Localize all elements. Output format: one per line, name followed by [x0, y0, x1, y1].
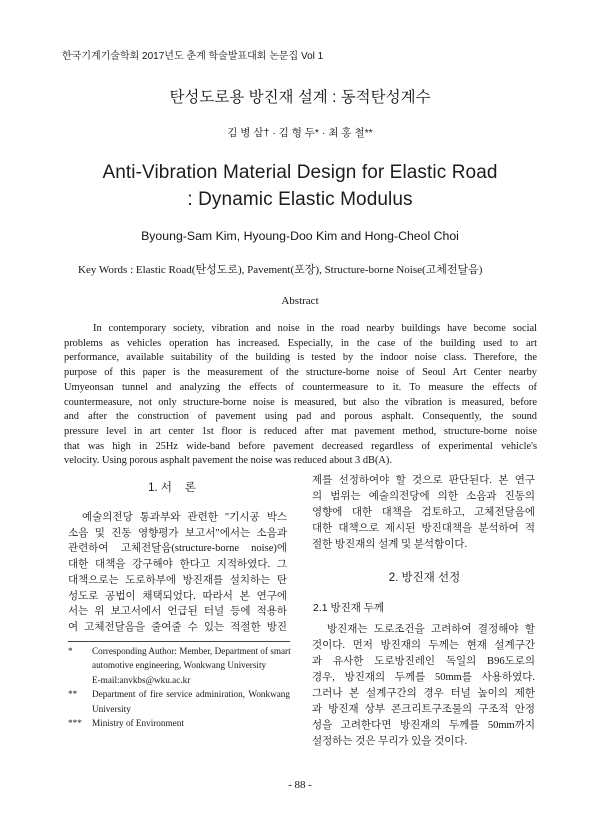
section-1-line-5: 대책으로는 도로하부에 방진재를 설치하는 탄 [68, 574, 287, 586]
page-number: - 88 - [288, 779, 312, 791]
footnote-row [68, 658, 290, 672]
section-2-line-7: 성을 고려한다면 방진재의 두께를 50mm까지 [312, 720, 535, 731]
section-2-line-2: 것이다. 먼저 방진재의 두께는 현재 설계구간 [312, 640, 535, 651]
proceedings-header: 한국기계기술학회 2017년도 춘계 학술발표대회 논문집 Vol 1 [62, 51, 324, 62]
authors-english: Byoung-Sam Kim, Hyoung-Doo Kim and Hong-Cheol Choi [141, 229, 459, 243]
section-1-cont-line-3: 영향에 대한 대책을 검토하고, 고체전달음에 [312, 507, 535, 518]
footnote-text: Corresponding Author: Member, Department of smart [92, 646, 291, 656]
section-1-line-6: 성도로 공법이 채택되었다. 따라서 본 연구에 [68, 590, 287, 602]
section-1-line-8: 여 고체전달음을 줄여줄 수 있는 적절한 방진 [68, 621, 287, 633]
section-1-line-2: 소음 및 진동 영향평가 보고서"에서는 소음과 [68, 527, 287, 539]
footnote-email: E-mail:anvkbs@wku.ac.kr [92, 674, 191, 685]
abstract-line-6: countermeasure, not only structure-borne noise is measured, but also the vibration is measured, before [64, 396, 537, 408]
footnote-row [68, 644, 290, 658]
abstract-line-9: that was high in 25Hz wide-band before pavement decreased regardless of experimental vehicle's [64, 440, 537, 452]
section-2-line-1: 방진재는 도로조건을 고려하여 결정해야 할 [327, 624, 535, 635]
abstract-line-10: velocity. Using porous asphalt pavement the noise was reduced about 3 dB(A). [64, 455, 392, 467]
footnote-marker: *** [68, 717, 82, 728]
footnote-divider [68, 641, 290, 642]
footnote-text: Ministry of Environment [92, 717, 184, 728]
title-english-line-1: Anti-Vibration Material Design for Elastic Road [102, 162, 498, 183]
footnote-row [68, 716, 290, 730]
abstract-line-7: and after the construction of pavement using pad and porous asphalt. Consequently, the sound [64, 411, 537, 423]
abstract-line-4: purpose of this paper is the measurement of the structure-borne noise of Seoul Art Center nearby [64, 367, 537, 379]
section-2-line-5: 그러나 본 설계구간의 경우 터널 높이의 제한 [312, 688, 535, 699]
section-2-line-6: 과 방진재 상부 콘크리트구조물의 구조적 안정 [312, 704, 535, 715]
abstract-heading: Abstract [281, 295, 319, 307]
section-1-line-7: 서는 위 보고서에서 언급된 터널 등에 적용하 [68, 606, 287, 618]
footnote-marker: * [68, 646, 73, 656]
section-1-heading: 1. 서 론 [148, 482, 196, 494]
footnote-text: University [92, 703, 131, 714]
footnote-marker: ** [68, 689, 78, 700]
section-1-cont-line-5: 절한 방진재의 설계 및 분석함이다. [312, 539, 468, 550]
footnote-row [68, 673, 290, 687]
section-2-line-4: 경우, 방진재의 두께를 50mm를 사용하였다. [312, 672, 535, 683]
section-2-line-8: 설정하는 것은 무리가 있을 것이다. [312, 736, 468, 747]
section-1-cont-line-4: 대한 대책으로 제시된 방진대책을 분석하여 적 [312, 523, 535, 534]
abstract-body [64, 322, 537, 469]
subsection-2-1-heading: 2.1 방진재 두께 [313, 602, 385, 614]
section-1-line-3: 관련하여 고체전달음(structure-borne noise)에 [68, 543, 287, 555]
footnote-row [68, 687, 290, 701]
section-1-continued-body [312, 473, 535, 553]
section-2-heading: 2. 방진재 선정 [388, 572, 461, 584]
footnote-text: Department of fire service adminiration, Wonkwang [92, 689, 290, 700]
section-1-line-1: 예술의전당 통과부와 관련한 "기시공 박스 [82, 512, 287, 523]
section-1-cont-line-2: 의 범위는 예술의전당에 의한 소음과 진동의 [312, 491, 535, 502]
abstract-line-2: problems as vehicles operation has increased. Especially, in the case of the building used to art [64, 337, 537, 349]
abstract-line-3: performance, available suitability of the building is tested by the indoor noise class. Therefore, the [64, 352, 537, 364]
footnote-text: automotive engineering, Wonkwang University [92, 660, 267, 671]
keywords: Key Words : Elastic Road(탄성도로), Pavement(포장), Structure-borne Noise(고체전달음) [78, 264, 483, 276]
authors-korean: 김 병 삼† · 김 형 두* · 최 홍 철** [227, 127, 373, 139]
section-2-line-3: 과 유사한 도로방진레인 독일의 B96도로의 [312, 656, 535, 667]
section-1-line-4: 대한 대책을 강구해야 한다고 지적하였다. 그 [68, 559, 287, 571]
abstract-line-1: In contemporary society, vibration and noise in the road nearby buildings have become social [93, 323, 537, 334]
section-1-cont-line-1: 제를 선정하여야 할 것으로 판단된다. 본 연구 [312, 475, 535, 486]
abstract-line-5: Umyeonsan tunnel and analyzing the effects of countermeasure to it. To measure the effects of [64, 381, 537, 393]
section-2-body [312, 622, 535, 750]
footnotes [68, 644, 290, 730]
footnote-row [68, 702, 290, 716]
abstract-line-8: pressure level in art center 1st floor is reduced after mat pavement method, structure-borne noise [64, 425, 537, 437]
title-english-line-2: : Dynamic Elastic Modulus [187, 189, 413, 210]
section-1-body [68, 510, 287, 636]
title-korean: 탄성도로용 방진재 설계 : 동적탄성계수 [169, 89, 431, 106]
